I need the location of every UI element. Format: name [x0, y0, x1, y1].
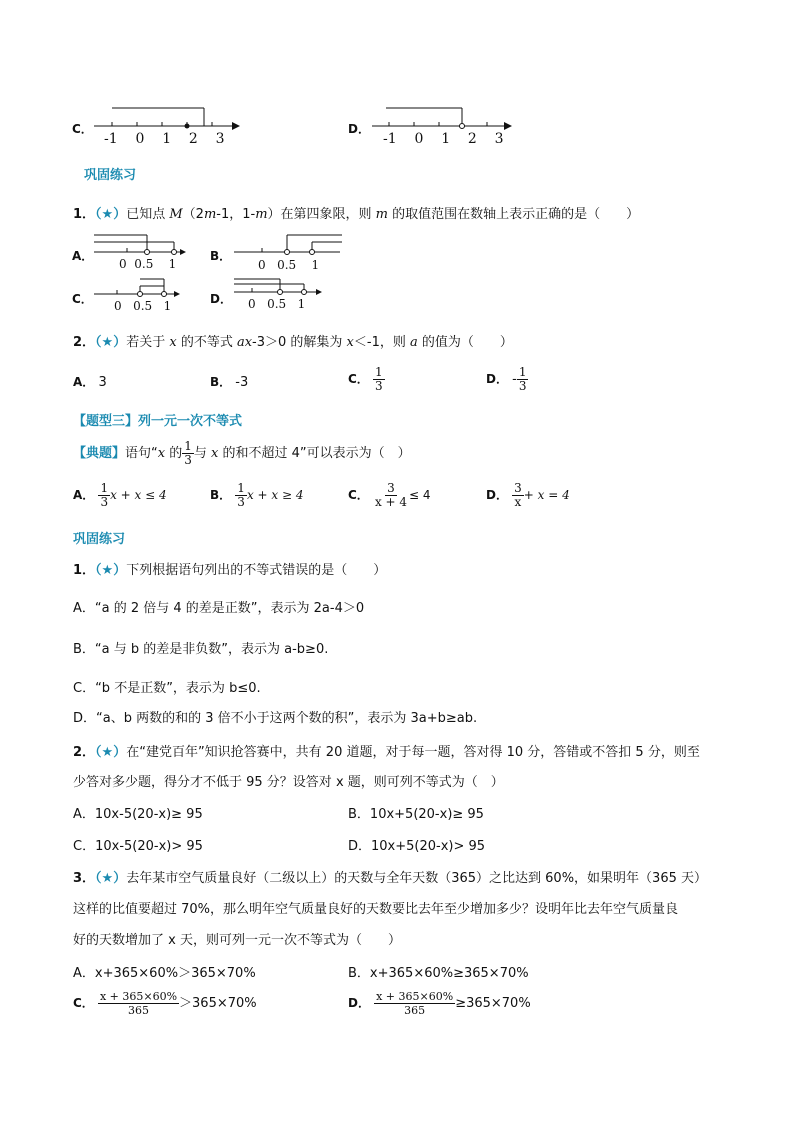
frac-den: 365 — [127, 1004, 149, 1017]
frac-den: 3 — [237, 495, 245, 509]
q-var: ax — [236, 335, 253, 350]
option-expr: + x = 4 — [523, 488, 570, 502]
question-2-text — [73, 331, 513, 350]
q1-a-ticks — [119, 257, 176, 271]
frac-num: x + 365×60% — [99, 990, 178, 1003]
s3-q1-option-b: B．“a 与 b 的差是非负数”，表示为 a-b≥0. — [73, 642, 329, 657]
option-expr: x + x ≥ 4 — [246, 488, 304, 502]
s3-q3-option-d — [348, 990, 531, 1017]
q-var: x — [157, 446, 166, 461]
q1-c-ticks — [114, 299, 171, 313]
q-var: m — [375, 207, 388, 222]
frac-num: 1 — [374, 365, 383, 379]
tick-label: 1 — [168, 257, 177, 271]
q-var: x — [346, 335, 354, 350]
fraction — [517, 366, 529, 393]
star-difficulty: （★） — [95, 745, 127, 760]
fraction — [374, 990, 455, 1017]
option-expr: ≥365×70% — [455, 996, 531, 1011]
q1-option-c-label: C． — [72, 292, 93, 306]
question-number: 2． — [73, 745, 96, 760]
tick-label: 0.5 — [133, 299, 153, 313]
frac-den: x + 4 — [374, 495, 408, 509]
fraction — [512, 482, 524, 509]
s3-question-1-text — [73, 559, 386, 578]
minus-sign: - — [512, 372, 517, 387]
q-text: 的值为（ ） — [417, 335, 513, 350]
q-text: 下列根据语句列出的不等式错误的是（ ） — [126, 563, 387, 578]
s3-question-3-line3: 好的天数增加了 x 天，则可列一元一次不等式为（ ） — [73, 933, 401, 948]
option-label: B． — [210, 375, 232, 389]
q-var: x — [169, 335, 177, 350]
q-var: m — [203, 207, 217, 222]
star-difficulty: （★） — [95, 207, 127, 222]
frac-num: 1 — [237, 481, 245, 495]
fraction — [98, 990, 179, 1017]
option-expr: ＞365×70% — [179, 996, 257, 1011]
q-var: x — [211, 446, 219, 461]
q-var: m — [255, 207, 268, 222]
question-number: 1． — [73, 563, 96, 578]
section-header-type-three: 【题型三】列一元一次不等式 — [73, 414, 243, 429]
q-text: 与 — [193, 446, 212, 461]
s3-q2-option-b: B．10x+5(20-x)≥ 95 — [348, 807, 484, 822]
frac-den: x — [514, 495, 522, 509]
s3-q2-option-d: D．10x+5(20-x)> 95 — [348, 839, 486, 854]
q2-option-b — [210, 373, 248, 390]
question-1-text — [73, 203, 639, 222]
option-label: D． — [348, 996, 370, 1010]
option-expr: ≤ 4 — [409, 488, 431, 502]
q1-option-b-label: B． — [210, 249, 232, 263]
frac-den: 3 — [100, 495, 109, 509]
option-label: D． — [486, 372, 508, 386]
s3-q3-option-a: A．x+365×60%＞365×70% — [73, 966, 256, 981]
frac-den: 3 — [518, 379, 527, 393]
frac-num: 1 — [518, 365, 527, 379]
star-difficulty: （★） — [95, 563, 127, 578]
example-option-b — [210, 482, 303, 509]
tick-label: 1 — [441, 131, 451, 147]
option-expr: x + x ≤ 4 — [110, 488, 167, 502]
tick-label: 0 — [135, 131, 145, 147]
q1-b-ticks — [258, 258, 319, 272]
tick-label: 2 — [467, 131, 477, 147]
q-text: -3＞0 的解集为 — [252, 335, 347, 350]
q-text: 已知点 — [126, 207, 170, 222]
fraction — [373, 366, 385, 393]
option-label: A． — [73, 375, 95, 389]
question-number: 2． — [73, 335, 96, 350]
q1-option-d-label: D． — [210, 292, 232, 306]
option-value: -3 — [235, 375, 249, 390]
option-label: B． — [210, 488, 232, 502]
q-text: 在“建党百年”知识抢答赛中，共有 20 道题，对于每一题，答对得 10 分，答错或不答扣 5 分，则至 — [126, 745, 700, 760]
tick-label: 0 — [258, 258, 266, 272]
frac-num: x + 365×60% — [376, 990, 454, 1003]
example-question — [73, 440, 411, 467]
q-text: ）在第四象限，则 — [267, 207, 376, 222]
tick-label: 0.5 — [277, 258, 297, 272]
example-option-d — [486, 482, 570, 509]
q1-option-a-label: A． — [72, 249, 94, 263]
tick-label: 0 — [114, 299, 122, 313]
q-var: M — [169, 207, 183, 222]
frac-den: 3 — [374, 379, 383, 393]
fraction — [373, 482, 409, 509]
section-header-practice-2: 巩固练习 — [73, 532, 126, 547]
q-text: 的取值范围在数轴上表示正确的是（ ） — [388, 207, 640, 222]
q1-d-ticks — [248, 297, 305, 311]
q2-option-d — [486, 366, 528, 393]
option-d-label: D． — [348, 122, 370, 136]
example-label: 【典题】 — [73, 446, 126, 461]
tick-label: 1 — [162, 131, 172, 147]
frac-num: 1 — [184, 439, 192, 453]
tick-label: 0.5 — [134, 257, 154, 271]
q2-option-c — [348, 366, 385, 393]
tick-label: 0.5 — [267, 297, 287, 311]
fraction — [235, 482, 247, 509]
s3-q1-option-d: D．“a、b 两数的和的 3 倍不小于这两个数的积”，表示为 3a+b≥ab. — [73, 711, 478, 726]
s3-q1-option-c: C．“b 不是正数”，表示为 b≤0. — [73, 681, 261, 696]
q-var: a — [410, 335, 418, 350]
s3-question-2-line2: 少答对多少题，得分才不低于 95 分？设答对 x 题，则可列不等式为（ ） — [73, 775, 504, 790]
frac-den: 365 — [404, 1004, 426, 1017]
q-text: 去年某市空气质量良好（二级以上）的天数与全年天数（365）之比达到 60%，如果明年（365 天） — [126, 871, 707, 886]
fraction — [98, 482, 110, 509]
tick-label: 0 — [414, 131, 424, 147]
section-header-practice-1: 巩固练习 — [84, 168, 137, 183]
question-number: 3． — [73, 871, 96, 886]
option-value: 3 — [98, 375, 107, 390]
q-text: 的不等式 — [176, 335, 237, 350]
option-c-label: C． — [72, 122, 93, 136]
tick-label: -1 — [383, 131, 397, 147]
option-label: D． — [486, 488, 508, 502]
s3-q2-option-a: A．10x-5(20-x)≥ 95 — [73, 807, 203, 822]
star-difficulty: （★） — [95, 335, 127, 350]
q-text: 的 — [165, 446, 183, 461]
s3-question-3-line2: 这样的比值要超过 70%，那么明年空气质量良好的天数要比去年至少增加多少？设明年比去年空气质量良 — [73, 902, 679, 917]
q-text: 若关于 — [126, 335, 170, 350]
s3-q1-option-a: A．“a 的 2 倍与 4 的差是正数”，表示为 2a-4＞0 — [73, 601, 365, 616]
example-option-c — [348, 482, 431, 509]
question-number: 1． — [73, 207, 96, 222]
number-line-c-ticks — [104, 131, 225, 147]
q-text: 语句“ — [125, 446, 158, 461]
tick-label: 2 — [188, 131, 198, 147]
fraction — [182, 440, 194, 467]
option-label: C． — [348, 372, 369, 386]
s3-q3-option-c — [73, 990, 257, 1017]
option-label: C． — [73, 996, 94, 1010]
tick-label: 3 — [494, 131, 504, 147]
q2-option-a — [73, 373, 107, 390]
q-text: （2 — [182, 207, 204, 222]
q-text: ＜-1，则 — [353, 335, 410, 350]
s3-q3-option-b: B．x+365×60%≥365×70% — [348, 966, 529, 981]
q-text: 的和不超过 4”可以表示为（ ） — [218, 446, 411, 461]
q-text: -1，1- — [216, 207, 256, 222]
s3-question-2-line1 — [73, 741, 700, 760]
frac-num: 3 — [387, 481, 395, 495]
tick-label: 1 — [311, 258, 320, 272]
s3-q2-option-c: C．10x-5(20-x)> 95 — [73, 839, 203, 854]
tick-label: 1 — [163, 299, 172, 313]
frac-den: 3 — [184, 453, 192, 467]
option-label: C． — [348, 488, 369, 502]
number-line-d-ticks — [383, 131, 504, 147]
tick-label: 0 — [248, 297, 256, 311]
tick-label: 3 — [215, 131, 225, 147]
tick-label: -1 — [104, 131, 118, 147]
tick-label: 1 — [297, 297, 306, 311]
frac-num: 1 — [100, 481, 109, 495]
frac-num: 3 — [514, 481, 522, 495]
example-option-a — [73, 482, 167, 509]
s3-question-3-line1 — [73, 867, 707, 886]
tick-label: 0 — [119, 257, 127, 271]
option-label: A． — [73, 488, 95, 502]
star-difficulty: （★） — [95, 871, 127, 886]
